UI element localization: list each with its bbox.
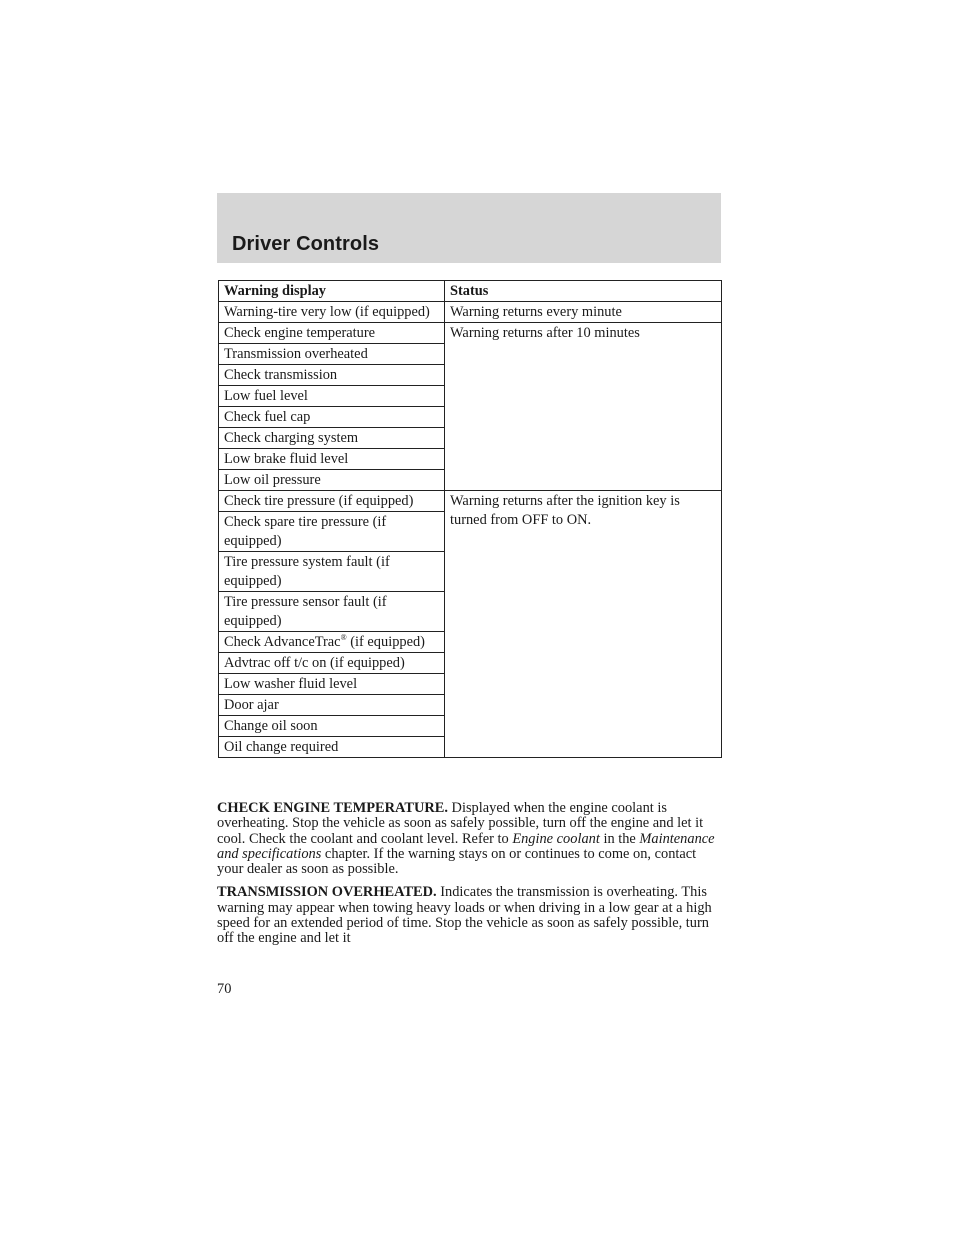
cross-reference: Engine coolant <box>512 830 600 847</box>
column-header-status: Status <box>445 281 722 302</box>
warning-cell: Low fuel level <box>219 386 445 407</box>
warning-cell: Check tire pressure (if equipped) <box>219 491 445 512</box>
body-text <box>217 801 721 955</box>
status-cell: Warning returns after 10 minutes <box>445 323 722 491</box>
cross-reference: Maintenance and specifications <box>217 830 715 862</box>
chapter-header-band <box>217 193 721 263</box>
paragraph-text: chapter. If the warning stays on or continues to come on, contact your dealer as soon as possible. <box>217 845 697 878</box>
warning-cell: Check fuel cap <box>219 407 445 428</box>
warning-cell: Change oil soon <box>219 716 445 737</box>
warning-cell: Check engine temperature <box>219 323 445 344</box>
table-row <box>219 302 722 323</box>
page-number: 70 <box>217 981 232 997</box>
warning-cell: Oil change required <box>219 737 445 758</box>
table-header-row <box>219 281 722 302</box>
warning-text: (if equipped) <box>346 634 425 650</box>
warning-cell: Low washer fluid level <box>219 674 445 695</box>
status-cell: Warning returns every minute <box>445 302 722 323</box>
warning-cell: Transmission overheated <box>219 344 445 365</box>
paragraph-text: Indicates the transmission is overheating. This warning may appear when towing heavy loads or when driving in a low gear at a high speed for an extended period of time. Stop the vehicle as soon as safely possible, turn off the engine and let it <box>217 884 712 947</box>
warning-display-table <box>218 280 722 758</box>
warning-cell: Low brake fluid level <box>219 449 445 470</box>
warning-cell: Advtrac off t/c on (if equipped) <box>219 653 445 674</box>
warning-cell: Door ajar <box>219 695 445 716</box>
warning-cell: Check transmission <box>219 365 445 386</box>
warning-cell <box>219 632 445 653</box>
warning-cell: Tire pressure sensor fault (if equipped) <box>219 592 445 632</box>
paragraph-text: in the <box>599 830 640 847</box>
paragraph-text: Displayed when the engine coolant is overheating. Stop the vehicle as soon as safely possible, turn off the engine and let it cool. Check the coolant and coolant level. Refer to <box>217 800 704 847</box>
chapter-title: Driver Controls <box>232 233 380 255</box>
status-cell: Warning returns after the ignition key is turned from OFF to ON. <box>445 491 722 758</box>
paragraph-heading: CHECK ENGINE TEMPERATURE. <box>217 800 448 816</box>
column-header-warning: Warning display <box>219 281 445 302</box>
paragraph-check-engine-temperature <box>217 801 721 877</box>
paragraph-transmission-overheated <box>217 885 721 946</box>
table-row <box>219 491 722 512</box>
warning-cell: Check charging system <box>219 428 445 449</box>
table-row <box>219 323 722 344</box>
paragraph-heading: TRANSMISSION OVERHEATED. <box>217 884 437 901</box>
warning-cell: Low oil pressure <box>219 470 445 491</box>
warning-cell: Tire pressure system fault (if equipped) <box>219 552 445 592</box>
warning-cell: Check spare tire pressure (if equipped) <box>219 512 445 552</box>
registered-mark: ® <box>340 633 347 642</box>
warning-cell: Warning-tire very low (if equipped) <box>219 302 445 323</box>
warning-text: Check AdvanceTrac <box>224 634 341 650</box>
